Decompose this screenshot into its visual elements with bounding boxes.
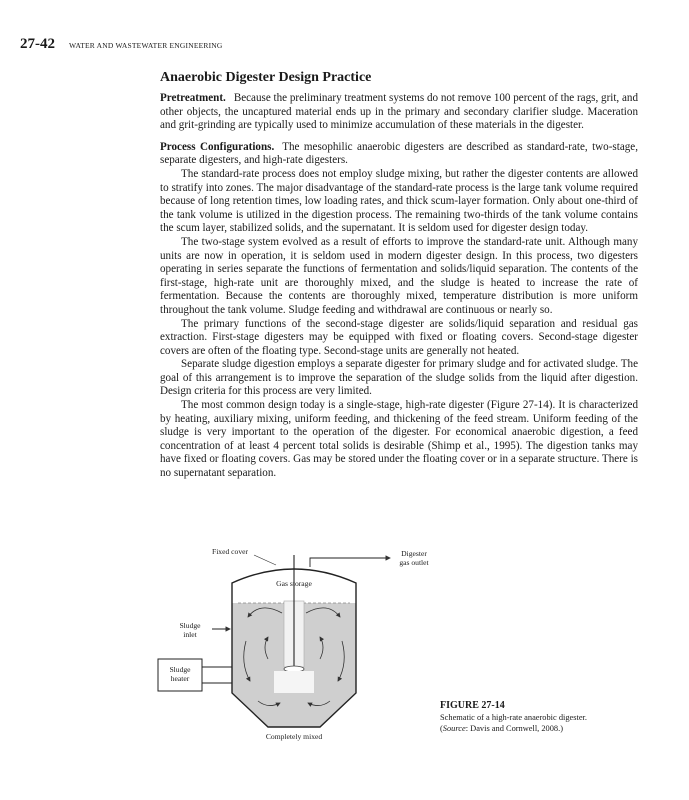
figure-caption-title: FIGURE 27-14 <box>440 700 505 711</box>
gas-outlet-pipe <box>310 558 390 567</box>
figure-caption-source: (Source: Davis and Cornwell, 2008.) <box>440 724 563 733</box>
process-intro-text: The mesophilic anaerobic digesters are described as standard-rate, two-stage, separate digesters, and high-rate digesters. <box>160 140 638 167</box>
label-sludge-inlet-2: inlet <box>183 630 197 639</box>
figure-caption-text: Schematic of a high-rate anaerobic digester. <box>440 713 587 722</box>
section-title: Anaerobic Digester Design Practice <box>160 70 372 85</box>
mixing-zone <box>274 671 314 693</box>
label-gas-outlet-2: gas outlet <box>399 558 429 567</box>
label-gas-storage: Gas storage <box>276 579 312 588</box>
page-header <box>20 36 223 53</box>
process-heading: Process Configurations. <box>160 140 275 153</box>
label-completely-mixed: Completely mixed <box>265 732 323 741</box>
figure-caption-source-rest: : Davis and Cornwell, 2008.) <box>465 724 563 733</box>
paragraph-high-rate: The most common design today is a single-stage, high-rate digester (Figure 27-14). It is characterized by heating, auxiliary mixing, uniform feeding, and thickening of the feed stream. Uniform feeding of the sludge is very important to the operation of the digester. For economical anaerobic digestion, a feed concentration of at least 4 percent total solids is desirable (Shimp et al., 1995). The digestion tanks may have fixed or floating covers. Gas may be stored under the floating cover or in a separate structure. There is no supernatant separation. <box>160 399 638 480</box>
paragraph-second-stage: The primary functions of the second-stage digester are solids/liquid separation and residual gas extraction. First-stage digesters may be equipped with fixed or floating covers. Second-stage digester covers are often of the floating type. Second-stage units are generally not heated. <box>160 317 638 357</box>
page-number: 27-42 <box>20 36 55 52</box>
pretreatment-text: Because the preliminary treatment systems do not remove 100 percent of the rags, grit, and other objects, the uncaptured material ends up in the primary and secondary clarifier sludge. Maceration and grit-grinding are typically used to minimize accumulation of these materials in the digester. <box>160 92 638 132</box>
paragraph-two-stage: The two-stage system evolved as a result of efforts to improve the standard-rate unit. Although many units are now in operation, it is seldom used in modern digester design. In this process, two digesters operating in series separate the functions of fermentation and solids/liquid separation. The contents of the first-stage, high-rate unit are thoroughly mixed, and the sludge is heated to increase the rate of fermentation. Because the contents are thoroughly mixed, temperature distribution is more uniform throughout the tank volume. Sludge feeding and withdrawal are continuous or nearly so. <box>160 235 638 316</box>
figure-caption <box>440 700 640 734</box>
fixed-cover-leader <box>254 555 276 565</box>
paragraph-separate-digestion: Separate sludge digestion employs a separate digester for primary sludge and for activated sludge. The goal of this arrangement is to improve the separation of the sludge solids from the liquid after digestion. Design criteria for this process are very limited. <box>160 358 638 398</box>
label-sludge-heater-2: heater <box>170 674 190 683</box>
paragraph-standard-rate: The standard-rate process does not employ sludge mixing, but rather the digester contents are allowed to stratify into zones. The major disadvantage of the standard-rate process is the large tank volume required because of long retention times, low loading rates, and thick scum-layer formation. Only about one-third of the tank volume is utilized in the digestion process. The remaining two-thirds of the tank volume contains the scum layer, stabilized solids, and the supernatant. It is seldom used for digester design today. <box>160 167 638 235</box>
main-content <box>160 70 638 481</box>
process-intro-paragraph <box>160 141 638 168</box>
label-fixed-cover: Fixed cover <box>211 547 249 556</box>
pretreatment-paragraph <box>160 92 638 133</box>
label-sludge-heater-1: Sludge <box>169 665 191 674</box>
figure-caption-source-label: Source <box>442 724 466 733</box>
pretreatment-heading: Pretreatment. <box>160 92 226 104</box>
label-gas-outlet-1: Digester <box>401 549 427 558</box>
label-sludge-inlet-1: Sludge <box>179 621 201 630</box>
running-head: WATER AND WASTEWATER ENGINEERING <box>69 41 223 50</box>
